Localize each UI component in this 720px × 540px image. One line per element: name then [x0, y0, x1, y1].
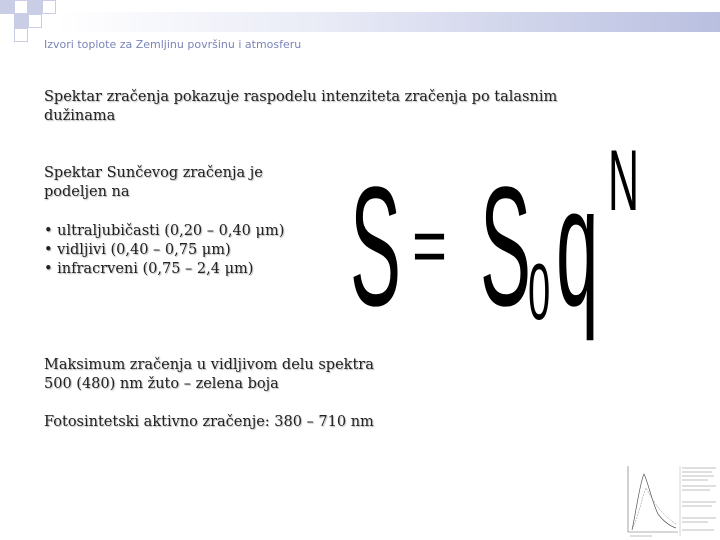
formula-factor: q	[556, 152, 599, 342]
spectrum-list	[44, 222, 284, 279]
list-item-infrared: • infracrveni (0,75 – 2,4 μm)	[44, 261, 254, 277]
paragraph-spectrum-definition: Spektar zračenja pokazuje raspodelu intenziteta zračenja po talasnim dužinama	[44, 89, 558, 124]
deco-square	[28, 14, 42, 28]
slide-header: Izvori toplote za Zemljinu površinu i atmosferu	[44, 38, 302, 51]
formula-exponent: N	[608, 133, 640, 229]
list-item-ultraviolet: • ultraljubičasti (0,20 – 0,40 μm)	[44, 223, 285, 239]
deco-square	[14, 28, 28, 42]
paragraph-solar-spectrum: Spektar Sunčevog zračenja je podeljen na	[44, 165, 263, 200]
list-item-visible: • vidljivi (0,40 – 0,75 μm)	[44, 242, 231, 258]
formula-subscript: 0	[528, 247, 551, 336]
deco-square	[28, 0, 42, 14]
spectrum-thumbnail-figure	[622, 462, 720, 540]
deco-square	[14, 0, 28, 14]
formula-equals: =	[412, 201, 448, 290]
top-gradient-bar	[56, 12, 720, 32]
paragraph-radiation-maximum: Maksimum zračenja u vidljivom delu spektra 500 (480) nm žuto – zelena boja	[44, 357, 374, 392]
deco-square	[42, 0, 56, 14]
deco-square	[14, 14, 28, 28]
deco-square	[0, 0, 14, 14]
formula-base: S	[480, 152, 532, 342]
paragraph-photosynthetic: Fotosintetski aktivno zračenje: 380 – 710 nm	[44, 414, 374, 430]
formula-lhs: S	[350, 152, 402, 342]
